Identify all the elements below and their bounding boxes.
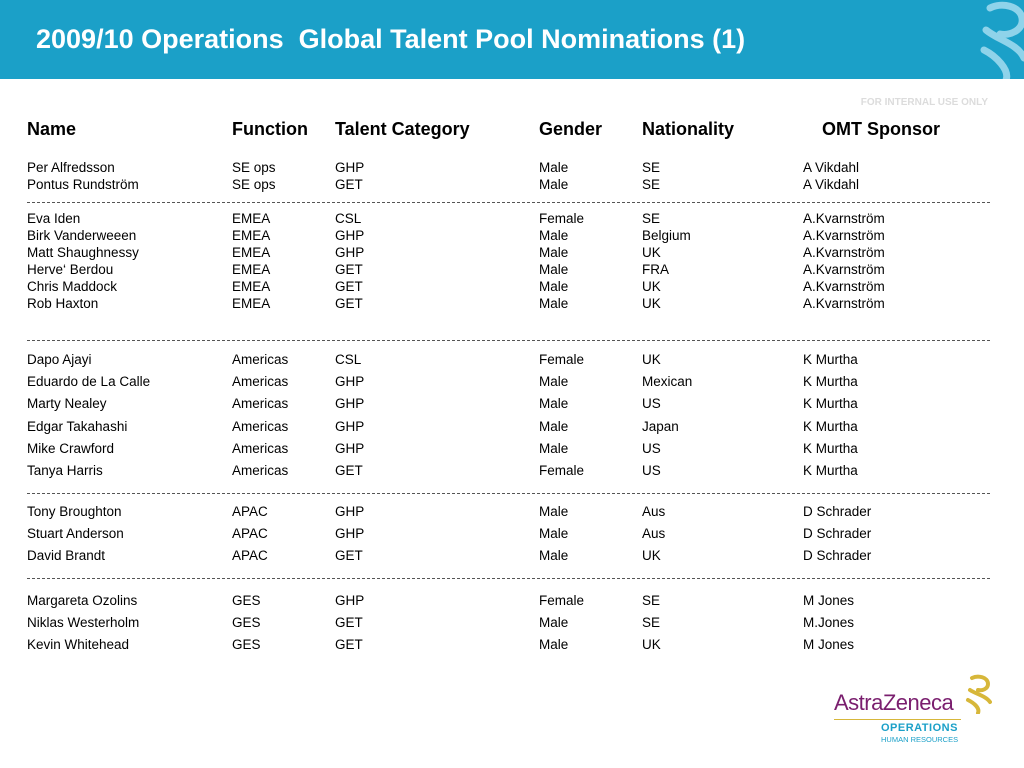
cell-gender: Male [539,296,569,311]
header-function: Function [232,119,308,139]
cell-nationality: UK [642,296,661,311]
cell-omt-sponsor: A.Kvarnström [803,228,885,243]
cell-function: GES [232,593,261,608]
cell-function: Americas [232,463,289,478]
cell-gender: Male [539,262,569,277]
cell-function: EMEA [232,245,271,260]
header-talent-category: Talent Category [335,119,470,139]
cell-talent-category: GHP [335,245,365,260]
cell-gender: Male [539,615,569,630]
cell-talent-category: GHP [335,160,365,175]
table-row [0,160,1024,177]
cell-nationality: Belgium [642,228,691,243]
cell-omt-sponsor: A Vikdahl [803,177,860,192]
cell-gender: Male [539,374,569,389]
cell-nationality: UK [642,548,661,563]
cell-omt-sponsor: K Murtha [803,352,858,367]
table-row [0,352,1024,369]
table-row [0,177,1024,194]
group-divider [27,578,990,579]
cell-name: Matt Shaughnessy [27,245,139,260]
cell-gender: Male [539,526,569,541]
cell-talent-category: GHP [335,228,365,243]
cell-name: Mike Crawford [27,441,115,456]
classification-label: FOR INTERNAL USE ONLY [860,97,988,108]
cell-omt-sponsor: D Schrader [803,548,872,563]
header-gender: Gender [539,119,603,139]
cell-nationality: UK [642,637,661,652]
cell-function: Americas [232,441,289,456]
astrazeneca-mark-icon [958,674,992,714]
cell-nationality: FRA [642,262,669,277]
cell-omt-sponsor: A.Kvarnström [803,245,885,260]
cell-nationality: SE [642,177,661,192]
cell-omt-sponsor: D Schrader [803,504,872,519]
cell-gender: Female [539,463,585,478]
title-bar [0,0,1024,79]
cell-name: Stuart Anderson [27,526,124,541]
cell-talent-category: GET [335,637,363,652]
cell-nationality: SE [642,593,661,608]
logo-company-name: AstraZeneca [834,690,954,715]
cell-omt-sponsor: M.Jones [803,615,855,630]
cell-omt-sponsor: A Vikdahl [803,160,860,175]
table-row [0,211,1024,228]
cell-talent-category: GET [335,548,363,563]
cell-talent-category: GET [335,262,363,277]
cell-function: APAC [232,526,268,541]
astrazeneca-symbol-icon [940,0,1024,79]
table-row [0,245,1024,262]
slide-title: 2009/10 Operations Global Talent Pool Nominations (1) [36,24,746,54]
cell-function: GES [232,637,261,652]
cell-function: EMEA [232,228,271,243]
cell-talent-category: GET [335,615,363,630]
cell-name: Herve‘ Berdou [27,262,114,277]
cell-nationality: SE [642,160,661,175]
cell-function: Americas [232,396,289,411]
cell-gender: Male [539,228,569,243]
cell-omt-sponsor: K Murtha [803,463,858,478]
group-divider [27,493,990,494]
cell-talent-category: CSL [335,211,362,226]
cell-gender: Female [539,593,585,608]
cell-talent-category: GHP [335,396,365,411]
group-divider [27,202,990,203]
cell-name: David Brandt [27,548,106,563]
cell-gender: Male [539,177,569,192]
cell-function: SE ops [232,160,276,175]
cell-name: Edgar Takahashi [27,419,128,434]
cell-name: Marty Nealey [27,396,107,411]
cell-omt-sponsor: A.Kvarnström [803,211,885,226]
cell-talent-category: GHP [335,593,365,608]
cell-talent-category: GHP [335,419,365,434]
header-omt-sponsor: OMT Sponsor [822,119,940,139]
cell-name: Kevin Whitehead [27,637,130,652]
cell-name: Eduardo de La Calle [27,374,151,389]
cell-function: Americas [232,374,289,389]
cell-name: Pontus Rundström [27,177,139,192]
cell-talent-category: GET [335,177,363,192]
cell-function: Americas [232,419,289,434]
cell-function: Americas [232,352,289,367]
cell-nationality: US [642,396,661,411]
cell-talent-category: GET [335,279,363,294]
cell-talent-category: GET [335,463,363,478]
logo-department: HUMAN RESOURCES [881,735,959,744]
cell-function: APAC [232,548,268,563]
table-row [0,419,1024,436]
logo-underline [834,719,961,720]
table-row [0,396,1024,413]
table-row [0,279,1024,296]
cell-gender: Male [539,419,569,434]
header-nationality: Nationality [642,119,735,139]
cell-gender: Male [539,160,569,175]
cell-nationality: UK [642,352,661,367]
table-row [0,637,1024,654]
cell-talent-category: GET [335,296,363,311]
cell-name: Per Alfredsson [27,160,115,175]
cell-talent-category: GHP [335,374,365,389]
cell-omt-sponsor: K Murtha [803,441,858,456]
astrazeneca-logo [834,672,994,748]
cell-nationality: Japan [642,419,679,434]
cell-nationality: US [642,463,661,478]
header-name: Name [27,119,77,139]
cell-nationality: Aus [642,504,666,519]
cell-name: Chris Maddock [27,279,118,294]
cell-name: Margareta Ozolins [27,593,138,608]
cell-nationality: SE [642,615,661,630]
table-row [0,548,1024,565]
cell-gender: Male [539,441,569,456]
cell-function: EMEA [232,279,271,294]
cell-function: EMEA [232,296,271,311]
cell-nationality: Mexican [642,374,693,389]
cell-gender: Male [539,504,569,519]
cell-omt-sponsor: K Murtha [803,419,858,434]
cell-name: Rob Haxton [27,296,99,311]
cell-function: GES [232,615,261,630]
cell-gender: Female [539,352,585,367]
table-row [0,228,1024,245]
cell-nationality: UK [642,279,661,294]
cell-gender: Male [539,548,569,563]
group-divider [27,340,990,341]
cell-function: APAC [232,504,268,519]
table-row [0,262,1024,279]
logo-division: OPERATIONS [881,722,958,734]
cell-name: Dapo Ajayi [27,352,92,367]
cell-gender: Female [539,211,585,226]
cell-omt-sponsor: K Murtha [803,374,858,389]
cell-name: Tanya Harris [27,463,103,478]
cell-omt-sponsor: D Schrader [803,526,872,541]
cell-talent-category: CSL [335,352,362,367]
table-row [0,593,1024,610]
cell-talent-category: GHP [335,441,365,456]
cell-function: SE ops [232,177,276,192]
table-row [0,526,1024,543]
table-row [0,504,1024,521]
cell-function: EMEA [232,211,271,226]
cell-name: Eva Iden [27,211,81,226]
cell-gender: Male [539,637,569,652]
cell-name: Tony Broughton [27,504,122,519]
cell-omt-sponsor: A.Kvarnström [803,262,885,277]
table-row [0,296,1024,313]
cell-omt-sponsor: A.Kvarnström [803,279,885,294]
table-row [0,374,1024,391]
table-row [0,463,1024,480]
cell-nationality: Aus [642,526,666,541]
cell-talent-category: GHP [335,526,365,541]
cell-nationality: US [642,441,661,456]
cell-omt-sponsor: M Jones [803,593,855,608]
table-row [0,441,1024,458]
table-row [0,615,1024,632]
cell-talent-category: GHP [335,504,365,519]
cell-gender: Male [539,245,569,260]
cell-name: Birk Vanderweeen [27,228,137,243]
cell-nationality: UK [642,245,661,260]
cell-omt-sponsor: M Jones [803,637,855,652]
cell-omt-sponsor: K Murtha [803,396,858,411]
cell-gender: Male [539,279,569,294]
cell-omt-sponsor: A.Kvarnström [803,296,885,311]
cell-nationality: SE [642,211,661,226]
cell-name: Niklas Westerholm [27,615,140,630]
cell-gender: Male [539,396,569,411]
cell-function: EMEA [232,262,271,277]
